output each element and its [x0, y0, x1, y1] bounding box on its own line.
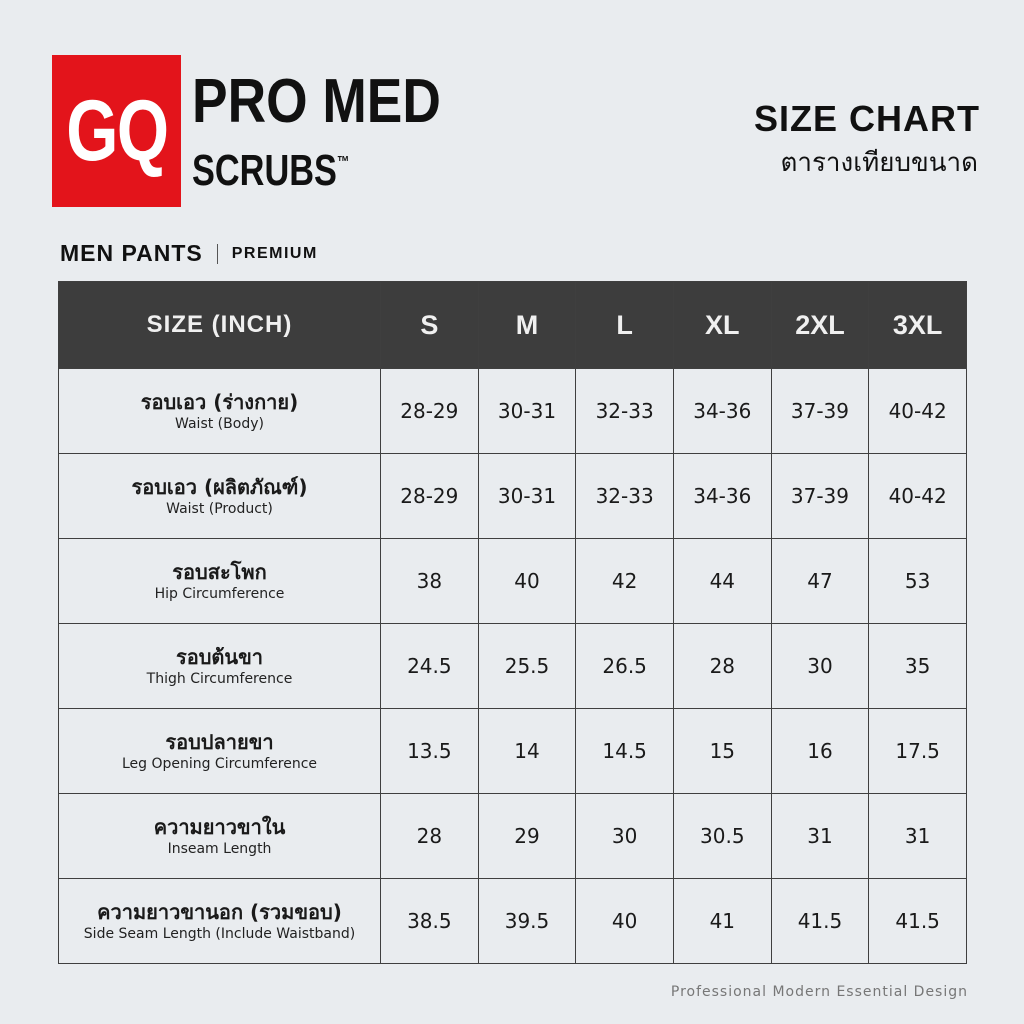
product-tier: PREMIUM [231, 244, 318, 262]
table-cell: 37-39 [771, 454, 869, 539]
row-label-thai: รอบเอว (ผลิตภัณฑ์) [131, 475, 308, 499]
section-heading [60, 240, 318, 267]
table-cell: 30-31 [478, 454, 576, 539]
table-cell: 26.5 [576, 624, 674, 709]
row-label [59, 879, 381, 964]
table-cell: 15 [673, 709, 771, 794]
row-label [59, 794, 381, 879]
table-cell: 47 [771, 539, 869, 624]
table-row [59, 879, 967, 964]
header-size-s: S [381, 282, 479, 369]
table-cell: 39.5 [478, 879, 576, 964]
table-cell: 41 [673, 879, 771, 964]
table-cell: 32-33 [576, 454, 674, 539]
table-cell: 17.5 [869, 709, 967, 794]
row-label-thai: รอบสะโพก [172, 560, 267, 584]
table-row [59, 624, 967, 709]
table-cell: 13.5 [381, 709, 479, 794]
table-cell: 25.5 [478, 624, 576, 709]
table-cell: 14.5 [576, 709, 674, 794]
row-label-english: Waist (Product) [166, 501, 273, 517]
table-cell: 30 [771, 624, 869, 709]
header-size-m: M [478, 282, 576, 369]
table-cell: 40 [478, 539, 576, 624]
header-size-l: L [576, 282, 674, 369]
table-cell: 44 [673, 539, 771, 624]
row-label [59, 624, 381, 709]
row-label [59, 709, 381, 794]
table-cell: 35 [869, 624, 967, 709]
row-label-english: Hip Circumference [154, 586, 285, 602]
heading-divider [217, 244, 218, 264]
header-size-2xl: 2XL [771, 282, 869, 369]
brand-logo-mark [52, 55, 181, 207]
table-cell: 30.5 [673, 794, 771, 879]
page-title: SIZE CHART [754, 98, 980, 139]
table-cell: 31 [771, 794, 869, 879]
footer-tagline: Professional Modern Essential Design [670, 984, 968, 1000]
table-row [59, 369, 967, 454]
table-cell: 30 [576, 794, 674, 879]
product-name: MEN PANTS [60, 240, 203, 266]
table-cell: 42 [576, 539, 674, 624]
table-cell: 41.5 [771, 879, 869, 964]
row-label [59, 539, 381, 624]
table-row [59, 539, 967, 624]
page-subtitle: ตารางเทียบขนาด [780, 148, 978, 178]
table-cell: 28 [673, 624, 771, 709]
row-label-english: Inseam Length [167, 841, 272, 857]
table-cell: 28-29 [381, 454, 479, 539]
table-cell: 40-42 [869, 369, 967, 454]
table-cell: 37-39 [771, 369, 869, 454]
table-cell: 34-36 [673, 454, 771, 539]
table-cell: 16 [771, 709, 869, 794]
row-label-english: Waist (Body) [175, 416, 264, 432]
table-cell: 34-36 [673, 369, 771, 454]
table-cell: 32-33 [576, 369, 674, 454]
logo-mark-text: GQ [65, 82, 168, 179]
row-label-thai: รอบเอว (ร่างกาย) [140, 390, 299, 414]
table-cell: 28-29 [381, 369, 479, 454]
trademark-symbol: ™ [336, 154, 350, 171]
table-cell: 30-31 [478, 369, 576, 454]
table-row [59, 454, 967, 539]
brand-name-scrubs: SCRUBS [192, 146, 337, 195]
header-size-3xl: 3XL [869, 282, 967, 369]
size-table [58, 281, 967, 964]
row-label [59, 454, 381, 539]
row-label [59, 369, 381, 454]
table-cell: 40-42 [869, 454, 967, 539]
row-label-english: Leg Opening Circumference [121, 756, 318, 772]
row-label-thai: รอบต้นขา [175, 645, 263, 669]
table-row [59, 709, 967, 794]
table-cell: 38 [381, 539, 479, 624]
row-label-thai: ความยาวขาใน [153, 815, 286, 839]
table-cell: 28 [381, 794, 479, 879]
table-header-row [59, 282, 967, 369]
table-cell: 14 [478, 709, 576, 794]
table-cell: 29 [478, 794, 576, 879]
table-cell: 38.5 [381, 879, 479, 964]
table-cell: 31 [869, 794, 967, 879]
row-label-english: Side Seam Length (Include Waistband) [83, 926, 356, 942]
table-row [59, 794, 967, 879]
row-label-english: Thigh Circumference [146, 671, 293, 687]
table-cell: 24.5 [381, 624, 479, 709]
header-size-label: SIZE (INCH) [59, 282, 381, 369]
row-label-thai: รอบปลายขา [165, 730, 274, 754]
row-label-thai: ความยาวขานอก (รวมขอบ) [97, 900, 342, 924]
table-cell: 41.5 [869, 879, 967, 964]
table-cell: 40 [576, 879, 674, 964]
header-size-xl: XL [673, 282, 771, 369]
brand-name-line2 [192, 140, 349, 194]
brand-name-line1: PRO MED [192, 67, 441, 136]
table-cell: 53 [869, 539, 967, 624]
